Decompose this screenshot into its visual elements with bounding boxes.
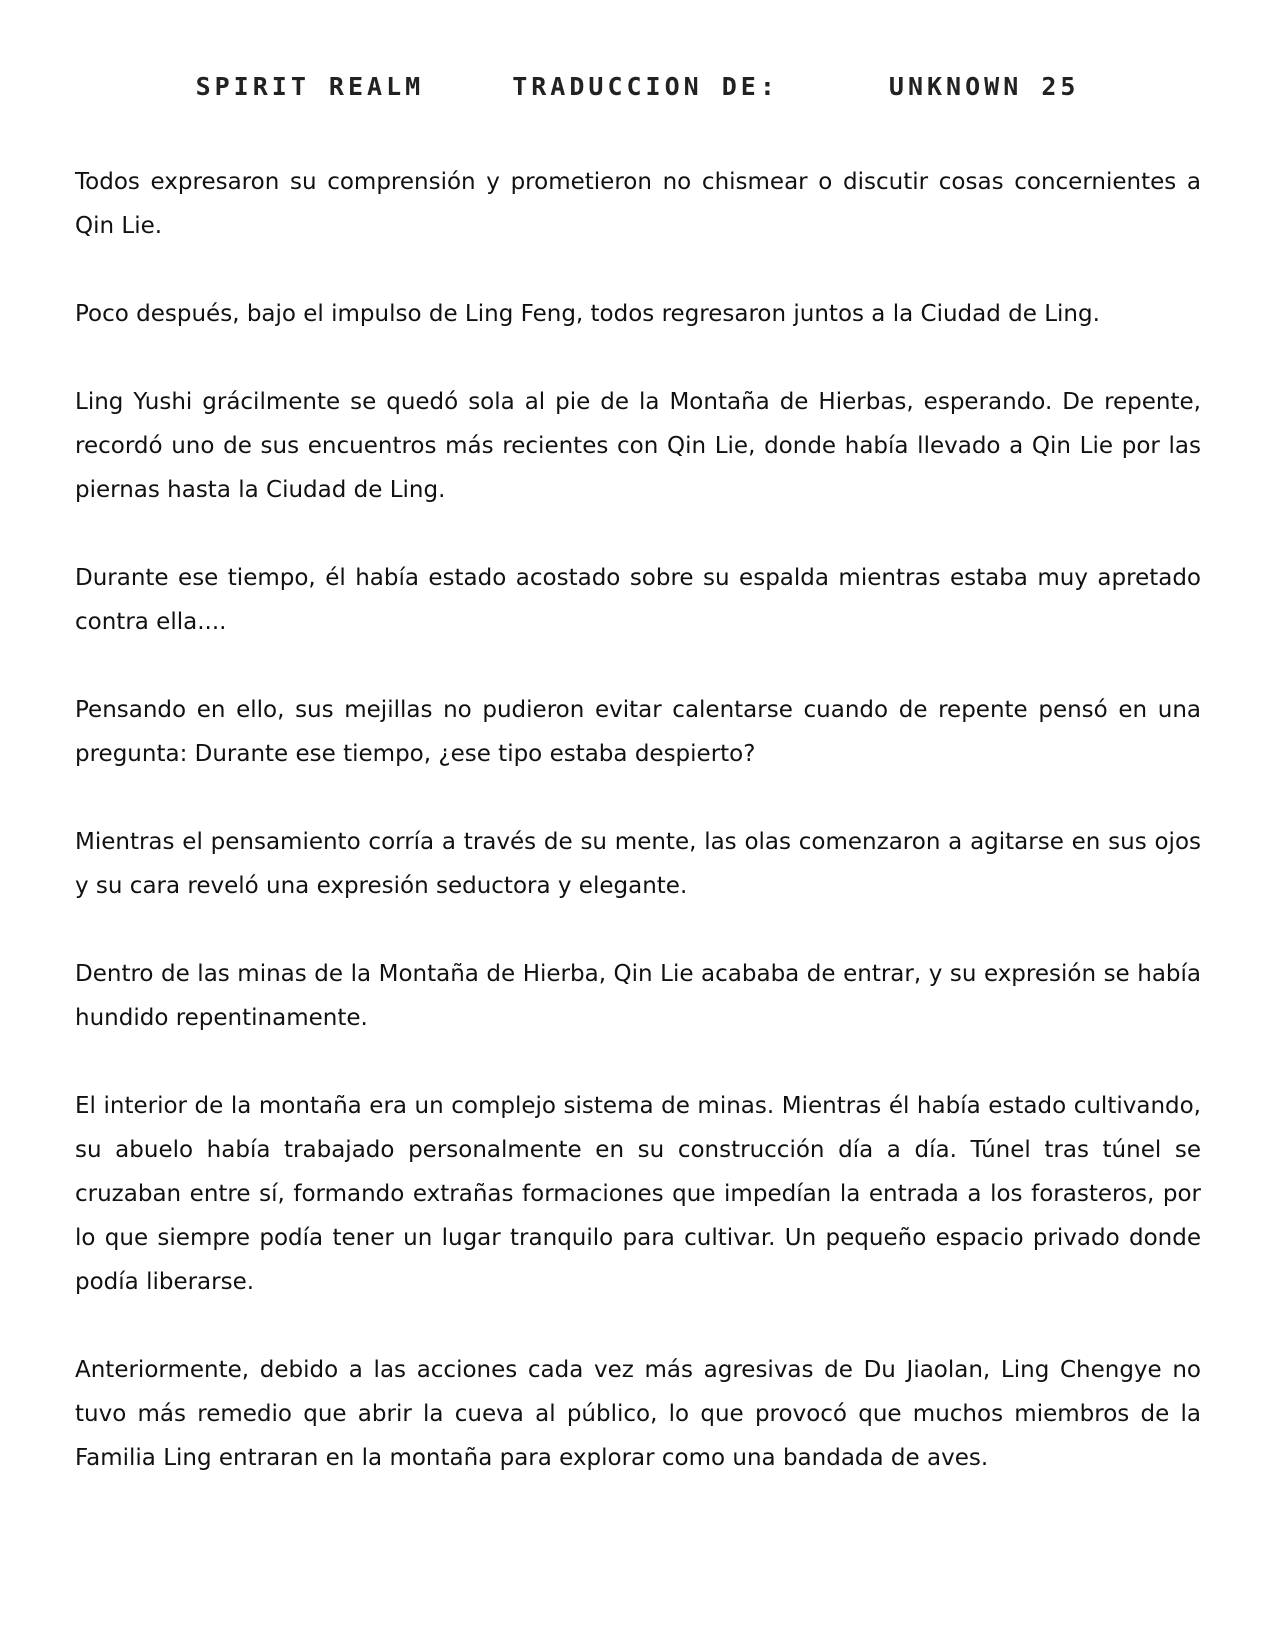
header-translation-label: TRADUCCION DE: <box>512 72 779 101</box>
paragraph: Pensando en ello, sus mejillas no pudieron evitar calentarse cuando de repente pensó en una pregunta: Durante ese tiempo, ¿ese tipo estaba despierto? <box>75 697 1201 767</box>
page-header <box>0 72 1275 101</box>
paragraph: Mientras el pensamiento corría a través de su mente, las olas comenzaron a agitarse en sus ojos y su cara reveló una expresión seductora y elegante. <box>75 829 1201 899</box>
document-body <box>75 160 1201 1524</box>
paragraph: Durante ese tiempo, él había estado acostado sobre su espalda mientras estaba muy apretado contra ella.... <box>75 565 1201 635</box>
paragraph: Todos expresaron su comprensión y prometieron no chismear o discutir cosas concernientes a Qin Lie. <box>75 169 1201 239</box>
paragraph: Dentro de las minas de la Montaña de Hierba, Qin Lie acababa de entrar, y su expresión se había hundido repentinamente. <box>75 961 1201 1031</box>
paragraph: Poco después, bajo el impulso de Ling Feng, todos regresaron juntos a la Ciudad de Ling. <box>75 301 1100 327</box>
paragraph: El interior de la montaña era un complejo sistema de minas. Mientras él había estado cultivando, su abuelo había trabajado personalmente en su construcción día a día. Túnel tras túnel se cruzaban entre sí, formando extrañas formaciones que impedían la entrada a los forasteros, por lo que siempre podía tener un lugar tranquilo para cultivar. Un pequeño espacio privado donde podía liberarse. <box>75 1093 1201 1295</box>
paragraph: Anteriormente, debido a las acciones cada vez más agresivas de Du Jiaolan, Ling Chengye no tuvo más remedio que abrir la cueva al público, lo que provocó que muchos miembros de la Familia Ling entraran en la montaña para explorar como una bandada de aves. <box>75 1357 1201 1471</box>
paragraph: Ling Yushi grácilmente se quedó sola al pie de la Montaña de Hierbas, esperando. De repente, recordó uno de sus encuentros más recientes con Qin Lie, donde había llevado a Qin Lie por las piernas hasta la Ciudad de Ling. <box>75 389 1201 503</box>
header-translator: UNKNOWN 25 <box>888 72 1080 101</box>
header-series-title: SPIRIT REALM <box>195 72 425 101</box>
